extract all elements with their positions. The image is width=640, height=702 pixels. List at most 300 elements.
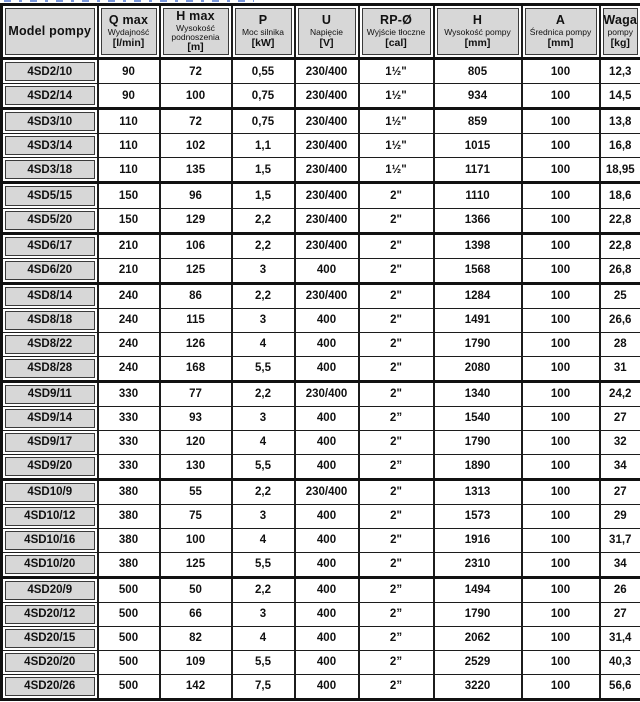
cell-u: 400	[295, 407, 359, 431]
header-title: Model pompy	[8, 23, 92, 38]
cell-waga: 32	[600, 430, 640, 454]
model-label: 4SD20/9	[5, 581, 95, 600]
cell-u: 230/400	[295, 134, 359, 158]
cell-rp: 2”	[359, 650, 434, 674]
cropped-text-remnant	[0, 0, 640, 3]
column-header-model	[2, 5, 98, 59]
cell-waga: 13,8	[600, 109, 640, 134]
model-label: 4SD10/12	[5, 507, 95, 526]
model-cell	[2, 430, 98, 454]
table-row	[2, 528, 640, 552]
cell-p: 5,5	[232, 552, 295, 577]
model-cell	[2, 356, 98, 381]
cell-h: 1015	[434, 134, 522, 158]
cell-qmax: 380	[98, 528, 160, 552]
cell-rp: 2"	[359, 381, 434, 406]
model-cell	[2, 109, 98, 134]
header-box-h	[437, 8, 519, 55]
model-cell	[2, 183, 98, 208]
cell-u: 230/400	[295, 233, 359, 258]
table-row	[2, 183, 640, 208]
cell-qmax: 110	[98, 158, 160, 183]
cell-h: 1916	[434, 528, 522, 552]
model-label: 4SD9/20	[5, 457, 95, 476]
cell-u: 230/400	[295, 158, 359, 183]
cell-rp: 2"	[359, 258, 434, 283]
table-row	[2, 59, 640, 84]
model-label: 4SD10/20	[5, 555, 95, 574]
cell-rp: 1½"	[359, 84, 434, 109]
cell-rp: 1½"	[359, 134, 434, 158]
header-title: P	[258, 12, 268, 27]
model-cell	[2, 283, 98, 308]
cell-rp: 1½"	[359, 109, 434, 134]
model-cell	[2, 454, 98, 479]
cell-qmax: 380	[98, 479, 160, 504]
model-cell	[2, 528, 98, 552]
cell-qmax: 500	[98, 626, 160, 650]
header-subtitle: Wysokość pompy	[444, 27, 511, 38]
column-header-waga	[600, 5, 640, 59]
cell-hmax: 102	[160, 134, 232, 158]
cell-rp: 1½"	[359, 59, 434, 84]
cell-qmax: 240	[98, 309, 160, 333]
cell-u: 400	[295, 674, 359, 699]
cell-waga: 27	[600, 603, 640, 627]
cell-hmax: 55	[160, 479, 232, 504]
model-cell	[2, 208, 98, 233]
model-label: 4SD6/20	[5, 261, 95, 280]
cell-rp: 2"	[359, 283, 434, 308]
cell-qmax: 90	[98, 84, 160, 109]
table-row	[2, 134, 640, 158]
cell-p: 1,1	[232, 134, 295, 158]
cell-u: 400	[295, 356, 359, 381]
header-title: RP-Ø	[379, 12, 413, 27]
cell-p: 7,5	[232, 674, 295, 699]
cell-a: 100	[522, 528, 600, 552]
cell-p: 4	[232, 528, 295, 552]
cell-p: 1,5	[232, 158, 295, 183]
cell-hmax: 77	[160, 381, 232, 406]
cell-rp: 2"	[359, 505, 434, 529]
cell-hmax: 75	[160, 505, 232, 529]
column-header-p	[232, 5, 295, 59]
cell-waga: 27	[600, 479, 640, 504]
model-cell	[2, 381, 98, 406]
table-header	[2, 5, 640, 59]
cell-waga: 24,2	[600, 381, 640, 406]
header-unit: [m]	[187, 41, 204, 54]
table-row	[2, 84, 640, 109]
cell-a: 100	[522, 674, 600, 699]
cell-u: 230/400	[295, 208, 359, 233]
cell-qmax: 330	[98, 454, 160, 479]
header-unit: [cal]	[385, 37, 407, 50]
table-row	[2, 430, 640, 454]
column-header-rp	[359, 5, 434, 59]
column-header-h	[434, 5, 522, 59]
cell-h: 1790	[434, 603, 522, 627]
cell-p: 0,55	[232, 59, 295, 84]
cell-waga: 16,8	[600, 134, 640, 158]
cell-rp: 2”	[359, 603, 434, 627]
cell-waga: 26,8	[600, 258, 640, 283]
header-box-model	[5, 8, 95, 55]
header-title: U	[321, 12, 332, 27]
cell-p: 2,2	[232, 577, 295, 602]
cell-a: 100	[522, 109, 600, 134]
cell-p: 5,5	[232, 650, 295, 674]
cell-qmax: 150	[98, 208, 160, 233]
cell-rp: 2"	[359, 552, 434, 577]
model-cell	[2, 332, 98, 356]
model-label: 4SD3/14	[5, 136, 95, 155]
cell-hmax: 72	[160, 109, 232, 134]
cell-p: 5,5	[232, 356, 295, 381]
model-cell	[2, 309, 98, 333]
cell-waga: 22,8	[600, 233, 640, 258]
cell-waga: 18,95	[600, 158, 640, 183]
table-row	[2, 381, 640, 406]
model-cell	[2, 626, 98, 650]
cell-p: 2,2	[232, 208, 295, 233]
cell-hmax: 106	[160, 233, 232, 258]
cell-a: 100	[522, 650, 600, 674]
cell-h: 1110	[434, 183, 522, 208]
header-subtitle: Wysokość podnoszenia	[171, 22, 220, 42]
cell-hmax: 142	[160, 674, 232, 699]
table-row	[2, 552, 640, 577]
cell-a: 100	[522, 258, 600, 283]
table-row	[2, 158, 640, 183]
table-row	[2, 332, 640, 356]
model-label: 4SD2/10	[5, 62, 95, 81]
cell-qmax: 210	[98, 258, 160, 283]
cell-hmax: 115	[160, 309, 232, 333]
header-subtitle: Średnica pompy	[529, 27, 592, 38]
cell-qmax: 380	[98, 552, 160, 577]
cell-p: 2,2	[232, 233, 295, 258]
cell-u: 400	[295, 626, 359, 650]
cell-qmax: 500	[98, 650, 160, 674]
table-row	[2, 479, 640, 504]
cell-rp: 2"	[359, 183, 434, 208]
cell-h: 1340	[434, 381, 522, 406]
table-row	[2, 208, 640, 233]
model-label: 4SD8/18	[5, 311, 95, 330]
cell-h: 3220	[434, 674, 522, 699]
cell-hmax: 120	[160, 430, 232, 454]
cell-h: 1398	[434, 233, 522, 258]
header-subtitle: pompy	[607, 27, 633, 38]
cell-h: 1890	[434, 454, 522, 479]
cell-u: 400	[295, 603, 359, 627]
model-label: 4SD20/12	[5, 605, 95, 624]
cell-u: 230/400	[295, 479, 359, 504]
cell-rp: 2"	[359, 430, 434, 454]
model-cell	[2, 603, 98, 627]
model-label: 4SD8/22	[5, 335, 95, 354]
cell-a: 100	[522, 309, 600, 333]
cell-h: 934	[434, 84, 522, 109]
cell-qmax: 90	[98, 59, 160, 84]
cell-u: 230/400	[295, 59, 359, 84]
cell-waga: 31,7	[600, 528, 640, 552]
cell-a: 100	[522, 84, 600, 109]
table-row	[2, 356, 640, 381]
model-label: 4SD9/11	[5, 385, 95, 404]
table-row	[2, 650, 640, 674]
table-row	[2, 603, 640, 627]
cell-waga: 26,6	[600, 309, 640, 333]
cell-u: 400	[295, 454, 359, 479]
cell-waga: 12,3	[600, 59, 640, 84]
column-header-u	[295, 5, 359, 59]
cell-h: 1573	[434, 505, 522, 529]
model-label: 4SD2/14	[5, 86, 95, 105]
cell-qmax: 500	[98, 603, 160, 627]
cell-h: 1284	[434, 283, 522, 308]
cell-waga: 18,6	[600, 183, 640, 208]
cell-p: 0,75	[232, 84, 295, 109]
cell-rp: 2”	[359, 577, 434, 602]
model-cell	[2, 577, 98, 602]
cell-u: 400	[295, 552, 359, 577]
header-box-u	[298, 8, 356, 55]
cell-waga: 14,5	[600, 84, 640, 109]
cell-qmax: 150	[98, 183, 160, 208]
header-unit: [l/min]	[112, 37, 145, 50]
model-label: 4SD5/20	[5, 211, 95, 230]
model-cell	[2, 552, 98, 577]
model-label: 4SD8/14	[5, 287, 95, 306]
cell-a: 100	[522, 158, 600, 183]
cell-hmax: 126	[160, 332, 232, 356]
table-row	[2, 109, 640, 134]
cell-a: 100	[522, 407, 600, 431]
cell-qmax: 110	[98, 134, 160, 158]
cell-h: 1790	[434, 430, 522, 454]
cell-a: 100	[522, 283, 600, 308]
cell-hmax: 130	[160, 454, 232, 479]
cell-a: 100	[522, 381, 600, 406]
cell-waga: 40,3	[600, 650, 640, 674]
table-row	[2, 626, 640, 650]
header-title: H max	[176, 8, 215, 23]
cell-u: 230/400	[295, 183, 359, 208]
cell-p: 3	[232, 505, 295, 529]
cell-h: 2310	[434, 552, 522, 577]
cell-h: 1313	[434, 479, 522, 504]
cell-u: 400	[295, 332, 359, 356]
cell-u: 400	[295, 650, 359, 674]
cell-hmax: 50	[160, 577, 232, 602]
cell-hmax: 72	[160, 59, 232, 84]
cell-waga: 34	[600, 454, 640, 479]
cell-hmax: 82	[160, 626, 232, 650]
cell-hmax: 125	[160, 552, 232, 577]
cell-u: 400	[295, 528, 359, 552]
header-title: A	[555, 12, 566, 27]
cell-h: 1171	[434, 158, 522, 183]
model-label: 4SD9/14	[5, 409, 95, 428]
cell-u: 230/400	[295, 283, 359, 308]
cell-a: 100	[522, 479, 600, 504]
header-box-hmax	[163, 8, 229, 55]
cell-h: 1790	[434, 332, 522, 356]
cell-h: 1491	[434, 309, 522, 333]
header-box-waga	[603, 8, 639, 55]
model-label: 4SD3/18	[5, 160, 95, 179]
cell-a: 100	[522, 356, 600, 381]
cell-waga: 34	[600, 552, 640, 577]
table-row	[2, 283, 640, 308]
model-cell	[2, 134, 98, 158]
cell-rp: 2”	[359, 454, 434, 479]
cell-a: 100	[522, 603, 600, 627]
cell-p: 4	[232, 626, 295, 650]
cell-u: 400	[295, 577, 359, 602]
header-subtitle: Wydajność	[107, 27, 150, 38]
header-subtitle: Moc silnika	[241, 27, 285, 38]
model-cell	[2, 233, 98, 258]
model-cell	[2, 158, 98, 183]
cell-hmax: 129	[160, 208, 232, 233]
cell-u: 230/400	[295, 84, 359, 109]
column-header-qmax	[98, 5, 160, 59]
cell-rp: 2”	[359, 407, 434, 431]
cell-p: 3	[232, 407, 295, 431]
cell-p: 2,2	[232, 381, 295, 406]
header-unit: [V]	[319, 37, 334, 50]
cell-hmax: 93	[160, 407, 232, 431]
cell-waga: 27	[600, 407, 640, 431]
model-label: 4SD8/28	[5, 359, 95, 378]
cell-h: 1540	[434, 407, 522, 431]
cell-waga: 26	[600, 577, 640, 602]
cell-qmax: 500	[98, 577, 160, 602]
cell-u: 230/400	[295, 109, 359, 134]
table-row	[2, 233, 640, 258]
cell-qmax: 240	[98, 283, 160, 308]
model-label: 4SD3/10	[5, 112, 95, 131]
cell-rp: 2”	[359, 626, 434, 650]
header-unit: [kW]	[251, 37, 275, 50]
cell-a: 100	[522, 430, 600, 454]
header-row	[2, 5, 640, 59]
header-subtitle: Wyjście tłoczne	[366, 27, 426, 38]
cell-p: 1,5	[232, 183, 295, 208]
cell-a: 100	[522, 577, 600, 602]
model-cell	[2, 258, 98, 283]
cell-p: 3	[232, 603, 295, 627]
model-label: 4SD20/26	[5, 677, 95, 696]
cell-h: 805	[434, 59, 522, 84]
header-title: Q max	[108, 12, 149, 27]
cell-qmax: 110	[98, 109, 160, 134]
cell-p: 3	[232, 309, 295, 333]
cell-waga: 25	[600, 283, 640, 308]
table-row	[2, 309, 640, 333]
table-row	[2, 454, 640, 479]
cell-p: 3	[232, 258, 295, 283]
model-label: 4SD20/15	[5, 629, 95, 648]
model-cell	[2, 479, 98, 504]
cell-p: 4	[232, 332, 295, 356]
cell-rp: 2"	[359, 528, 434, 552]
cell-rp: 2"	[359, 233, 434, 258]
column-header-hmax	[160, 5, 232, 59]
cell-hmax: 86	[160, 283, 232, 308]
model-label: 4SD6/17	[5, 237, 95, 256]
model-label: 4SD10/16	[5, 531, 95, 550]
cell-qmax: 330	[98, 381, 160, 406]
pump-spec-table	[0, 3, 640, 701]
model-label: 4SD5/15	[5, 186, 95, 205]
cell-a: 100	[522, 332, 600, 356]
header-unit: [kg]	[610, 37, 630, 50]
cell-a: 100	[522, 626, 600, 650]
model-label: 4SD10/9	[5, 483, 95, 502]
cell-a: 100	[522, 505, 600, 529]
cell-p: 0,75	[232, 109, 295, 134]
cell-u: 400	[295, 505, 359, 529]
cell-hmax: 100	[160, 84, 232, 109]
cell-u: 400	[295, 309, 359, 333]
table-row	[2, 505, 640, 529]
cell-h: 2062	[434, 626, 522, 650]
header-title: H	[472, 12, 483, 27]
cell-waga: 22,8	[600, 208, 640, 233]
cell-hmax: 96	[160, 183, 232, 208]
cropped-blue-text	[4, 0, 254, 2]
cell-u: 400	[295, 258, 359, 283]
cell-rp: 2"	[359, 479, 434, 504]
cell-qmax: 240	[98, 332, 160, 356]
cell-h: 1568	[434, 258, 522, 283]
cell-hmax: 125	[160, 258, 232, 283]
model-cell	[2, 505, 98, 529]
cell-qmax: 240	[98, 356, 160, 381]
header-unit: [mm]	[547, 37, 574, 50]
cell-a: 100	[522, 233, 600, 258]
model-cell	[2, 59, 98, 84]
header-subtitle: Napięcie	[309, 27, 344, 38]
cell-h: 1366	[434, 208, 522, 233]
cell-qmax: 500	[98, 674, 160, 699]
column-header-a	[522, 5, 600, 59]
cell-h: 2529	[434, 650, 522, 674]
header-box-qmax	[101, 8, 157, 55]
cell-waga: 31,4	[600, 626, 640, 650]
table-row	[2, 258, 640, 283]
cell-qmax: 210	[98, 233, 160, 258]
cell-a: 100	[522, 183, 600, 208]
cell-hmax: 109	[160, 650, 232, 674]
cell-waga: 29	[600, 505, 640, 529]
cell-a: 100	[522, 208, 600, 233]
table-row	[2, 674, 640, 699]
cell-p: 2,2	[232, 479, 295, 504]
cell-rp: 2”	[359, 674, 434, 699]
cell-qmax: 330	[98, 407, 160, 431]
cell-hmax: 66	[160, 603, 232, 627]
cell-h: 859	[434, 109, 522, 134]
cell-rp: 2"	[359, 332, 434, 356]
cell-a: 100	[522, 134, 600, 158]
model-cell	[2, 407, 98, 431]
